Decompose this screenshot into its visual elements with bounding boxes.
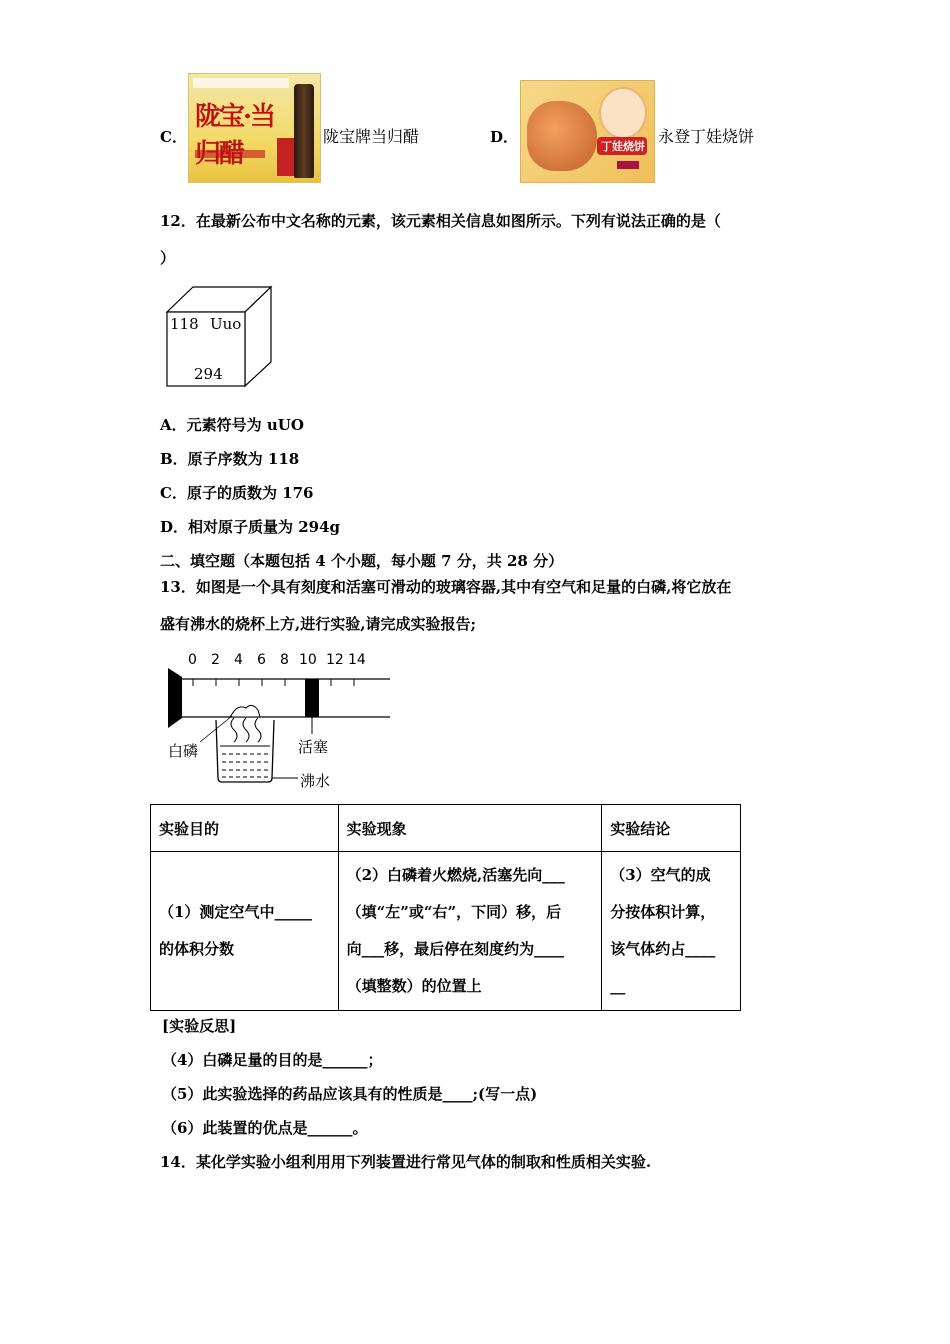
vinegar-product-image <box>188 73 321 183</box>
reflection-title: [实验反思] <box>162 1017 237 1035</box>
experiment-report-table <box>150 804 741 1011</box>
apparatus-diagram <box>160 650 400 795</box>
q13-sub6: （6）此装置的优点是______。 <box>162 1119 368 1137</box>
pancake-product-image <box>520 80 655 183</box>
scale-tick-12: 12 <box>326 652 344 668</box>
conclusion-line-4: __ <box>610 977 626 995</box>
header-phenomenon: 实验现象 <box>338 805 602 852</box>
scale-tick-14: 14 <box>348 652 366 668</box>
q12-option-c: C．原子的质数为 176 <box>160 484 314 502</box>
label-piston: 活塞 <box>298 738 329 756</box>
phenomenon-line-4: （填整数）的位置上 <box>346 977 482 995</box>
cell-conclusion <box>602 852 741 1011</box>
scale-tick-8: 8 <box>280 652 289 668</box>
table-row <box>151 852 741 1011</box>
phenomenon-line-3: 向___移，最后停在刻度约为____ <box>346 940 565 958</box>
q13-sub4: （4）白磷足量的目的是______； <box>162 1051 383 1069</box>
cell-purpose <box>151 852 339 1011</box>
purpose-line-1: （1）测定空气中_____ <box>159 903 312 921</box>
section-2-heading: 二、填空题（本题包括 4 个小题，每小题 7 分，共 28 分） <box>160 552 564 570</box>
option-d-label: 永登丁娃烧饼 <box>658 127 755 146</box>
phenomenon-line-1: （2）白磷着火燃烧,活塞先向___ <box>346 866 565 884</box>
element-mass: 294 <box>194 365 223 383</box>
element-cube-diagram <box>160 285 275 387</box>
q12-option-d: D．相对原子质量为 294g <box>160 518 341 536</box>
scale-tick-10: 10 <box>299 652 317 668</box>
element-symbol: Uuo <box>210 315 242 333</box>
label-boiling-water: 沸水 <box>300 772 331 790</box>
q12-stem-line2: ） <box>160 249 176 267</box>
vinegar-brand-text: 陇宝·当 <box>195 102 275 132</box>
conclusion-line-2: 分按体积计算， <box>610 903 716 921</box>
pancake-logo-text: 丁娃烧饼 <box>601 140 645 153</box>
scale-tick-2: 2 <box>211 652 220 668</box>
conclusion-line-3: 该气体约占____ <box>610 940 716 958</box>
phenomenon-line-2: （填“左”或“右”，下同）移，后 <box>346 903 562 921</box>
scale-tick-0: 0 <box>188 652 197 668</box>
q13-stem-line2: 盛有沸水的烧杯上方,进行实验,请完成实验报告; <box>160 615 476 633</box>
q12-stem-line1: 12．在最新公布中文名称的元素，该元素相关信息如图所示。下列有说法正确的是（ <box>160 212 721 230</box>
header-purpose: 实验目的 <box>151 805 339 852</box>
conclusion-line-1: （3）空气的成 <box>610 866 711 884</box>
cell-phenomenon <box>338 852 602 1011</box>
q14-stem: 14．某化学实验小组利用用下列装置进行常见气体的制取和性质相关实验. <box>160 1153 652 1171</box>
table-header-row <box>151 805 741 852</box>
label-white-phosphorus: 白磷 <box>168 742 199 760</box>
q13-stem-line1: 13．如图是一个具有刻度和活塞可滑动的玻璃容器,其中有空气和足量的白磷,将它放在 <box>160 578 732 596</box>
q12-option-a: A．元素符号为 uUO <box>160 416 304 434</box>
header-conclusion: 实验结论 <box>602 805 741 852</box>
scale-tick-6: 6 <box>257 652 266 668</box>
q12-option-b: B．原子序数为 118 <box>160 450 300 468</box>
element-number: 118 <box>170 315 199 333</box>
option-c-letter: C． <box>160 128 187 146</box>
option-d-letter: D． <box>490 128 519 146</box>
option-c-label: 陇宝牌当归醋 <box>323 127 420 146</box>
scale-tick-4: 4 <box>234 652 243 668</box>
q13-sub5: （5）此实验选择的药品应该具有的性质是____;(写一点) <box>162 1085 538 1103</box>
purpose-line-2: 的体积分数 <box>159 940 235 958</box>
